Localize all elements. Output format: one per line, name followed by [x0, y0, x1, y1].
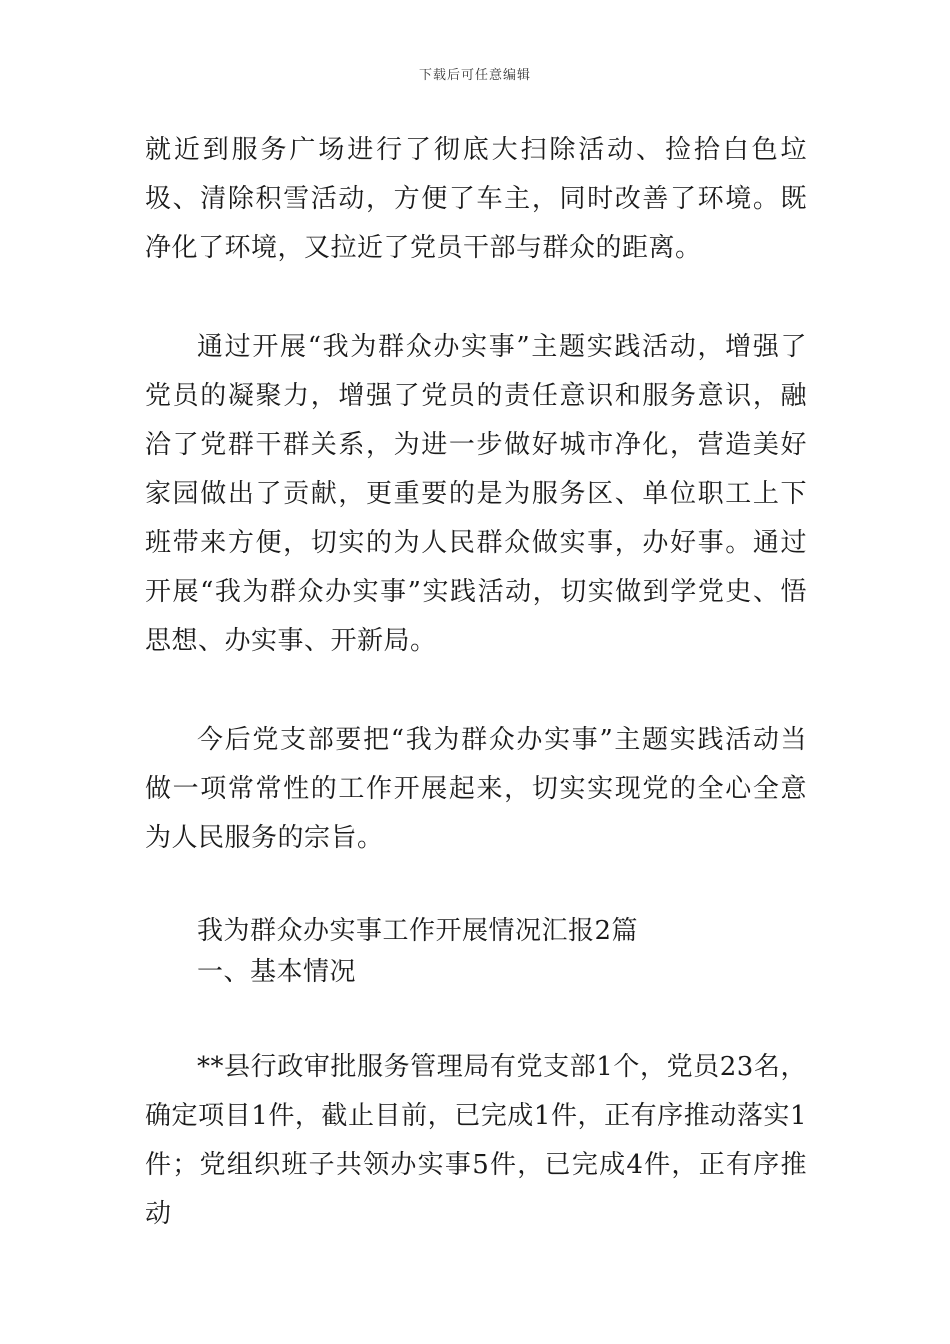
paragraph-2: 通过开展“我为群众办实事”主题实践活动，增强了党员的凝聚力，增强了党员的责任意识和服务意识，融洽了党群干群关系，为进一步做好城市净化，营造美好家园做出了贡献，更重要的是为服务区、单位职工上下班带来方便，切实的为人民群众做实事，办好事。通过开展“我为群众办实事”实践活动，切实做到学党史、悟思想、办实事、开新局。	[145, 332, 807, 656]
section-subtitle: 一、基本情况	[197, 957, 357, 987]
page-header-note: 下载后可任意编辑	[418, 68, 531, 83]
paragraph-3: 今后党支部要把“我为群众办实事”主题实践活动当做一项常常性的工作开展起来，切实实现党的全心全意为人民服务的宗旨。	[145, 725, 807, 853]
document-body	[145, 126, 807, 1239]
paragraph-4: **县行政审批服务管理局有党支部1个，党员23名，确定项目1件，截止目前，已完成1件，正有序推动落实1件；党组织班子共领办实事5件，已完成4件，正有序推动	[145, 1052, 807, 1229]
paragraph-1: 就近到服务广场进行了彻底大扫除活动、捡拾白色垃圾、清除积雪活动，方便了车主，同时改善了环境。既净化了环境，又拉近了党员干部与群众的距离。	[145, 135, 807, 263]
section-title: 我为群众办实事工作开展情况汇报2篇	[197, 916, 639, 946]
